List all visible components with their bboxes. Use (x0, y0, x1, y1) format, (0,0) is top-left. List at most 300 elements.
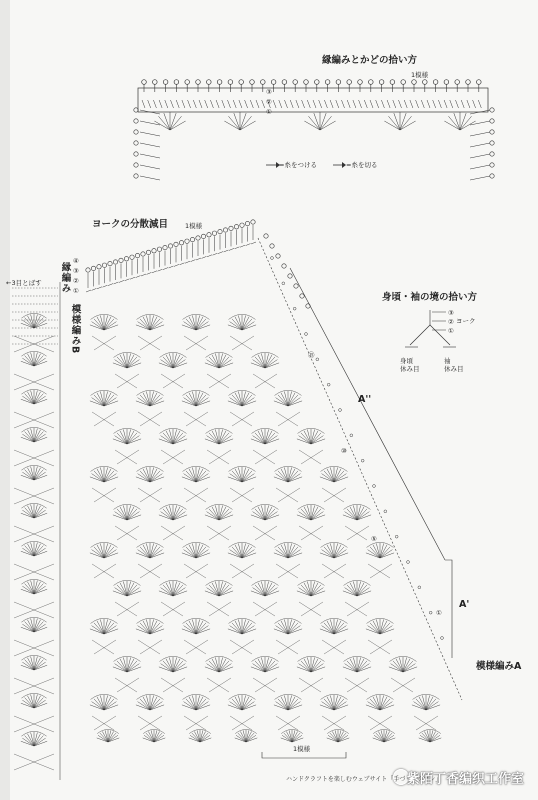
single-crochet (240, 245, 245, 247)
pattern-a-label: 模様編みA (476, 661, 522, 672)
yoke-row-3: ③ (73, 267, 79, 275)
fan-stitch (164, 113, 170, 130)
chain-mesh (345, 526, 367, 540)
chain-mesh (253, 374, 275, 388)
chain-mesh (253, 450, 275, 464)
single-crochet (202, 256, 207, 258)
picot-loop (179, 241, 183, 245)
chain-mesh (324, 564, 346, 578)
single-crochet (191, 260, 196, 262)
chain-mesh (186, 564, 208, 578)
double-crochet (342, 100, 345, 108)
chain-mesh (207, 526, 229, 540)
fan-stitch (454, 113, 460, 130)
double-crochet (256, 100, 259, 108)
picot-loop (163, 245, 167, 249)
chain-mesh (255, 526, 277, 540)
chain-mesh (94, 716, 116, 730)
fan-stitch (314, 113, 320, 130)
picot-loop (119, 258, 123, 262)
picot-loop (315, 80, 320, 85)
double-crochet (444, 100, 447, 108)
chain-mesh (209, 374, 231, 388)
double-crochet (228, 100, 231, 108)
row-marker (407, 561, 410, 564)
chain-mesh (230, 488, 252, 502)
chain-mesh (347, 526, 369, 540)
chain-mesh (301, 526, 323, 540)
body-rest-label: 身頃 休み目 (400, 357, 420, 374)
double-crochet (148, 100, 151, 108)
chain-mesh (253, 678, 275, 692)
double-crochet (347, 100, 350, 108)
chain-mesh (368, 640, 390, 654)
single-crochet (136, 276, 141, 278)
double-crochet (381, 100, 384, 108)
double-crochet (285, 100, 288, 108)
chain-mesh (230, 564, 252, 578)
picot-loop (108, 261, 112, 265)
chain-mesh (138, 640, 160, 654)
single-crochet (158, 269, 163, 271)
a-double-prime-label: A'' (358, 394, 372, 405)
chain-mesh (347, 678, 369, 692)
yoke-small-label: ヨーク (456, 317, 476, 325)
picot-loop (97, 265, 101, 269)
chain-mesh (255, 374, 277, 388)
single-crochet (97, 287, 102, 289)
chain-mesh (347, 602, 369, 616)
chain-mesh (345, 602, 367, 616)
edging-vertical-label: 縁編み (59, 262, 71, 294)
picot-loop (201, 234, 205, 238)
chain-mesh (393, 678, 415, 692)
picot-loop (141, 252, 145, 256)
chain-mesh (140, 640, 162, 654)
double-crochet (273, 100, 276, 108)
double-crochet (450, 100, 453, 108)
chain-mesh (186, 412, 208, 426)
chain-mesh (117, 450, 139, 464)
chain-mesh (94, 488, 116, 502)
row-marker (305, 333, 308, 336)
row-marker (384, 510, 387, 513)
side-row-10: ⑩ (341, 447, 347, 455)
fan-stitch (158, 116, 170, 130)
side-row-1: ① (436, 609, 442, 617)
fan-stitch (308, 116, 320, 130)
chain-mesh (322, 640, 344, 654)
chain-stitch (470, 143, 490, 147)
single-crochet (246, 244, 251, 246)
chain-mesh (184, 564, 206, 578)
double-crochet (307, 100, 310, 108)
picot-loop (134, 130, 138, 134)
fan-stitch (240, 113, 246, 130)
picot-loop (229, 226, 233, 230)
double-crochet (153, 100, 156, 108)
one-pattern-top-label: 1模様 (411, 71, 429, 79)
chain-mesh (115, 526, 137, 540)
chain-mesh (92, 640, 114, 654)
single-crochet (86, 290, 91, 292)
double-crochet (142, 100, 145, 108)
chain-mesh (278, 564, 300, 578)
chain-mesh (186, 716, 208, 730)
chain-mesh (117, 602, 139, 616)
double-crochet (461, 100, 464, 108)
picot-loop (218, 229, 222, 233)
picot-loop (294, 284, 298, 288)
picot-loop (146, 250, 150, 254)
chain-mesh (299, 678, 321, 692)
picot-loop (336, 80, 341, 85)
double-crochet (262, 100, 265, 108)
chain-mesh (207, 450, 229, 464)
chain-mesh (94, 336, 116, 350)
picot-loop (477, 80, 482, 85)
chain-mesh (115, 374, 137, 388)
chain-mesh (163, 374, 185, 388)
chain-mesh (161, 678, 183, 692)
chain-mesh (140, 336, 162, 350)
row-marker (361, 459, 364, 462)
chain-mesh (324, 716, 346, 730)
chain-mesh (140, 716, 162, 730)
chain-mesh (207, 602, 229, 616)
chain-mesh (232, 412, 254, 426)
double-crochet (222, 100, 225, 108)
fan-stitch (384, 121, 400, 130)
double-crochet (330, 100, 333, 108)
chain-mesh (322, 488, 344, 502)
single-crochet (147, 272, 152, 274)
three-rows-skip-label: ←3目とばす (6, 279, 42, 287)
double-crochet (193, 100, 196, 108)
single-crochet (152, 271, 157, 273)
row-marker (282, 282, 285, 285)
chain-mesh (301, 678, 323, 692)
row-marker (373, 485, 376, 488)
double-crochet (210, 100, 213, 108)
legend-attach-yarn: =糸をつける (279, 161, 317, 169)
chain-mesh (370, 564, 392, 578)
chain-mesh (161, 526, 183, 540)
chain-mesh (301, 450, 323, 464)
picot-loop (157, 247, 161, 251)
picot-loop (379, 80, 384, 85)
chain-stitch (470, 132, 490, 136)
chain-mesh (230, 716, 252, 730)
single-crochet (114, 282, 119, 284)
single-crochet (224, 250, 229, 252)
chain-mesh (278, 412, 300, 426)
picot-loop (347, 80, 352, 85)
chain-mesh (184, 488, 206, 502)
picot-loop (271, 80, 276, 85)
picot-loop (325, 80, 330, 85)
double-crochet (296, 100, 299, 108)
chain-mesh (299, 450, 321, 464)
legend-cut-yarn: =糸を切る (346, 161, 378, 169)
chain-mesh (163, 678, 185, 692)
picot-loop (490, 152, 494, 156)
picot-loop (196, 80, 201, 85)
row-marker (395, 535, 398, 538)
chain-stitch (140, 165, 160, 169)
picot-loop (304, 80, 309, 85)
chain-mesh (92, 336, 114, 350)
fan-stitch (320, 121, 336, 130)
picot-loop (134, 119, 138, 123)
fan-stitch (394, 113, 400, 130)
chain-stitch (140, 132, 160, 136)
chain-mesh (94, 564, 116, 578)
chain-mesh (278, 640, 300, 654)
side-row-15: ⑮ (308, 351, 315, 359)
single-crochet (163, 268, 168, 270)
chain-mesh (117, 526, 139, 540)
picot-loop (207, 80, 212, 85)
double-crochet (188, 100, 191, 108)
picot-loop (490, 108, 494, 112)
picot-loop (490, 174, 494, 178)
fan-stitch (400, 116, 412, 130)
double-crochet (171, 100, 174, 108)
picot-loop (455, 80, 460, 85)
chain-mesh (230, 640, 252, 654)
chain-mesh (276, 716, 298, 730)
picot-loop (276, 254, 280, 258)
picot-loop (245, 221, 249, 225)
fan-stitch (400, 113, 406, 130)
picot-loop (251, 220, 255, 224)
chain-mesh (345, 678, 367, 692)
double-crochet (393, 100, 396, 108)
page-edge (0, 0, 10, 800)
top-row-3: ③ (266, 88, 272, 96)
single-crochet (169, 266, 174, 268)
picot-loop (240, 223, 244, 227)
double-crochet (410, 100, 413, 108)
double-crochet (245, 100, 248, 108)
chain-stitch (470, 121, 490, 125)
picot-loop (288, 274, 292, 278)
picot-loop (135, 253, 139, 257)
chain-mesh (232, 716, 254, 730)
chain-mesh (92, 716, 114, 730)
picot-loop (153, 80, 158, 85)
picot-loop (444, 80, 449, 85)
picot-loop (250, 80, 255, 85)
yoke-row-4: ④ (73, 257, 79, 265)
double-crochet (421, 100, 424, 108)
double-crochet (404, 100, 407, 108)
chain-mesh (230, 412, 252, 426)
one-pattern-yoke-label: 1模様 (185, 222, 203, 230)
chain-mesh (253, 602, 275, 616)
fan-stitch (234, 113, 240, 130)
picot-loop (234, 225, 238, 229)
chain-stitch (140, 176, 160, 180)
double-crochet (324, 100, 327, 108)
chain-mesh (299, 602, 321, 616)
chain-mesh (232, 640, 254, 654)
chain-mesh (253, 526, 275, 540)
fan-stitch (154, 121, 170, 130)
picot-loop (239, 80, 244, 85)
small-row-3: ③ (448, 309, 454, 317)
single-crochet (207, 255, 212, 257)
chain-mesh (209, 450, 231, 464)
chain-mesh (117, 678, 139, 692)
chain-mesh (255, 602, 277, 616)
picot-loop (217, 80, 222, 85)
single-crochet (235, 247, 240, 249)
picot-loop (134, 108, 138, 112)
double-crochet (399, 100, 402, 108)
chain-mesh (255, 450, 277, 464)
watermark-text: 紫陌丁香编织工作室 (406, 772, 524, 787)
double-crochet (473, 100, 476, 108)
chain-mesh (94, 640, 116, 654)
picot-loop (134, 141, 138, 145)
picot-loop (91, 266, 95, 270)
chain-stitch (140, 121, 160, 125)
picot-loop (358, 80, 363, 85)
picot-loop (490, 130, 494, 134)
double-crochet (438, 100, 441, 108)
chain-mesh (322, 564, 344, 578)
chain-mesh (209, 678, 231, 692)
row-marker (429, 611, 432, 614)
picot-loop (412, 80, 417, 85)
double-crochet (199, 100, 202, 108)
chain-mesh (140, 488, 162, 502)
fan-stitch (460, 113, 466, 130)
double-crochet (233, 100, 236, 108)
fan-stitch (170, 116, 182, 130)
pattern-b-vertical-label: 模様編みB (69, 304, 81, 355)
single-crochet (174, 264, 179, 266)
double-crochet (313, 100, 316, 108)
chain-mesh (161, 450, 183, 464)
chain-mesh (186, 640, 208, 654)
picot-loop (490, 119, 494, 123)
picot-loop (207, 233, 211, 237)
chain-mesh (232, 488, 254, 502)
chain-mesh (324, 488, 346, 502)
picot-loop (168, 244, 172, 248)
double-crochet (433, 100, 436, 108)
top-row-2: ② (266, 98, 272, 106)
chain-mesh (184, 336, 206, 350)
fan-stitch (170, 113, 176, 130)
footer-website-text: ハンドクラフトを楽しむウェブサイト「手づくりタウン」 (286, 776, 442, 783)
fan-stitch (460, 121, 476, 130)
double-crochet (279, 100, 282, 108)
chain-mesh (138, 412, 160, 426)
picot-loop (223, 228, 227, 232)
chain-mesh (94, 412, 116, 426)
picot-loop (390, 80, 395, 85)
single-crochet (218, 252, 223, 254)
picot-loop (174, 242, 178, 246)
chain-mesh (255, 678, 277, 692)
chain-mesh (370, 716, 392, 730)
chain-mesh (117, 374, 139, 388)
picot-loop (124, 257, 128, 261)
chain-mesh (278, 716, 300, 730)
fan-stitch (400, 121, 416, 130)
single-crochet (180, 263, 185, 265)
double-crochet (353, 100, 356, 108)
picot-loop (300, 294, 304, 298)
edge-pickup-title: 縁編みとかどの拾い方 (322, 55, 418, 66)
picot-loop (196, 236, 200, 240)
row-marker (327, 383, 330, 386)
picot-loop (134, 152, 138, 156)
row-marker (271, 257, 274, 260)
chain-mesh (92, 488, 114, 502)
row-marker (350, 434, 353, 437)
double-crochet (467, 100, 470, 108)
small-row-1: ① (448, 327, 454, 335)
row-marker (339, 409, 342, 412)
picot-loop (423, 80, 428, 85)
fan-stitch (304, 121, 320, 130)
picot-loop (270, 244, 274, 248)
double-crochet (302, 100, 305, 108)
single-crochet (185, 261, 190, 263)
picot-loop (134, 163, 138, 167)
picot-loop (174, 80, 179, 85)
chain-mesh (184, 716, 206, 730)
chain-mesh (299, 526, 321, 540)
single-crochet (103, 285, 108, 287)
chain-mesh (368, 716, 390, 730)
single-crochet (213, 253, 218, 255)
picot-loop (282, 264, 286, 268)
chain-mesh (163, 602, 185, 616)
double-crochet (205, 100, 208, 108)
picot-loop (142, 80, 147, 85)
chain-stitch (140, 143, 160, 147)
single-crochet (125, 279, 130, 281)
double-crochet (364, 100, 367, 108)
side-row-5: ⑤ (371, 535, 377, 543)
chain-mesh (186, 488, 208, 502)
double-crochet (456, 100, 459, 108)
picot-loop (130, 255, 134, 259)
fan-stitch (320, 116, 332, 130)
yoke-row-1: ① (73, 287, 79, 295)
yoke-row-2: ② (73, 277, 79, 285)
picot-loop (185, 239, 189, 243)
picot-loop (466, 80, 471, 85)
picot-loop (490, 163, 494, 167)
picot-loop (282, 80, 287, 85)
double-crochet (359, 100, 362, 108)
chain-stitch (470, 176, 490, 180)
small-row-2: ② (448, 318, 454, 326)
chain-mesh (186, 336, 208, 350)
fan-stitch (224, 121, 240, 130)
picot-loop (185, 80, 190, 85)
double-crochet (159, 100, 162, 108)
row-marker (316, 358, 319, 361)
double-crochet (182, 100, 185, 108)
